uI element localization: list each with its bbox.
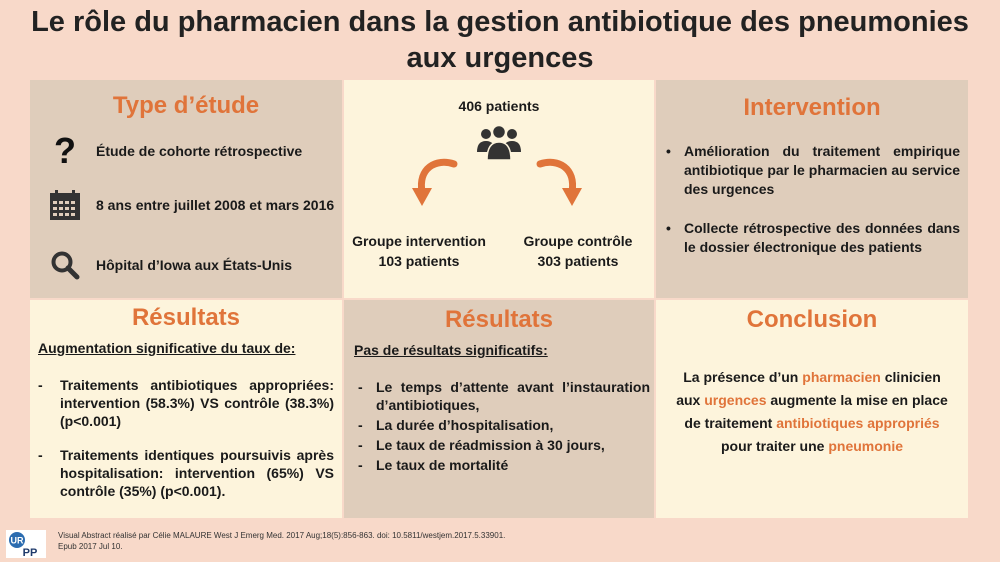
group-intervention-count: 103 patients	[378, 253, 460, 269]
conclusion-heading: Conclusion	[746, 306, 878, 333]
urpp-logo	[6, 530, 46, 558]
logo-text-ur: UR	[10, 535, 24, 546]
highlight-antibiotiques: antibiotiques appropriés	[776, 415, 940, 431]
results-mid-subheading: Pas de résultats significatifs:	[354, 342, 548, 358]
study-type-heading: Type d’étude	[112, 92, 260, 119]
intervention-panel	[656, 80, 968, 298]
highlight-pharmacien: pharmacien	[802, 369, 881, 385]
conclusion-panel	[656, 300, 968, 518]
highlight-pneumonie: pneumonie	[828, 438, 904, 454]
citation-line-1: Visual Abstract réalisé par Célie MALAURE West J Emerg Med. 2017 Aug;18(5):856-863. doi: 10.5811/westjem.2017.5.33901.	[58, 531, 506, 540]
study-location-text: Hôpital d’Iowa aux États-Unis	[96, 257, 293, 273]
conclusion-text-part: pour traiter une	[720, 438, 829, 454]
magnifier-icon	[48, 248, 82, 282]
conclusion-text	[676, 366, 948, 458]
curved-arrow-left-icon	[410, 154, 460, 213]
list-item: - Le temps d’attente avant l’instauration d’antibiotiques,	[354, 378, 650, 414]
title-line-2: aux urgences	[406, 42, 594, 74]
list-item: • Collecte rétrospective des données dans le dossier électronique des patients	[662, 219, 960, 257]
study-design-row	[48, 130, 303, 171]
study-design-text: Étude de cohorte rétrospective	[96, 143, 303, 159]
population-panel	[344, 80, 654, 298]
conclusion-text-part: clinicien aux	[676, 369, 941, 408]
results-left-subheading: Augmentation significative du taux de:	[38, 340, 296, 356]
list-item: - Le taux de mortalité	[354, 456, 650, 474]
group-intervention-label: Groupe intervention	[352, 233, 486, 249]
conclusion-text-part: augmente la mise en place de traitement	[684, 392, 948, 431]
page-title	[0, 4, 1000, 76]
group-intervention	[344, 231, 494, 271]
results-mid-heading: Résultats	[444, 306, 554, 333]
group-control	[508, 231, 648, 271]
curved-arrow-right-icon	[534, 154, 584, 213]
citation-line-2: Epub 2017 Jul 10.	[58, 542, 123, 551]
results-left-list	[38, 376, 334, 500]
group-control-label: Groupe contrôle	[523, 233, 633, 249]
citation	[58, 530, 578, 552]
results-mid-list	[354, 378, 650, 476]
results-mid-panel	[344, 300, 654, 518]
group-control-count: 303 patients	[537, 253, 619, 269]
total-patients: 406 patients	[458, 98, 540, 114]
list-item: - Le taux de réadmission à 30 jours,	[354, 436, 650, 454]
study-type-panel	[30, 80, 342, 298]
results-left-panel	[30, 300, 342, 518]
list-item: - La durée d’hospitalisation,	[354, 416, 650, 434]
list-item: - Traitements antibiotiques appropriées: intervention (58.3%) VS contrôle (38.3%) (p<0.001)	[38, 376, 334, 430]
intervention-list	[662, 142, 960, 257]
intervention-heading: Intervention	[743, 94, 881, 121]
study-period-text: 8 ans entre juillet 2008 et mars 2016	[96, 197, 335, 213]
group-people-icon	[476, 122, 522, 167]
title-line-1: Le rôle du pharmacien dans la gestion antibiotique des pneumonies	[31, 6, 969, 38]
calendar-icon	[48, 188, 82, 222]
conclusion-text-part: La présence d’un	[683, 369, 803, 385]
list-item: • Amélioration du traitement empirique antibiotique par le pharmacien au service des urgences	[662, 142, 960, 199]
study-period-row	[48, 188, 334, 222]
question-mark-icon: ?	[54, 130, 76, 171]
study-location-row	[48, 248, 292, 282]
highlight-urgences: urgences	[704, 392, 767, 408]
logo-text-pp: PP	[22, 547, 38, 558]
results-left-heading: Résultats	[131, 304, 241, 331]
list-item: - Traitements identiques poursuivis après hospitalisation: intervention (65%) VS contrôle (35%) (p<0.001).	[38, 446, 334, 500]
